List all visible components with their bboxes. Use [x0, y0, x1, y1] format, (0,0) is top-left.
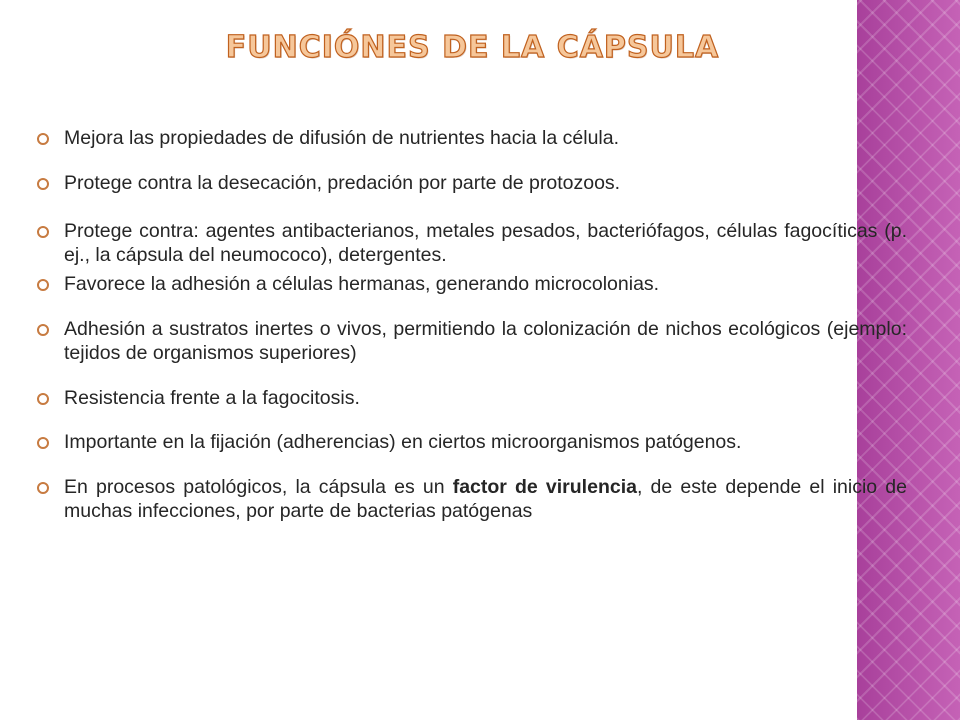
bold-term-virulence: factor de virulencia — [452, 476, 637, 498]
bullet-ring-icon — [37, 482, 49, 494]
bullet-ring-icon — [37, 178, 49, 190]
slide-title: FUNCIÓNES DE LA CÁPSULA — [225, 30, 720, 65]
bullet-ring-icon — [37, 393, 49, 405]
bullet-text: Protege contra: agentes antibacterianos, metales pesados, bacteriófagos, células fagocíticas (p. ej., la cápsula del neumococo), detergentes. — [64, 220, 907, 266]
bullet-item — [34, 126, 907, 150]
bullet-item — [34, 475, 907, 523]
bullet-list — [34, 120, 907, 523]
bullet-text: Adhesión a sustratos inertes o vivos, permitiendo la colonización de nichos ecológicos (ejemplo: tejidos de organismos superiores) — [64, 318, 907, 364]
bullet-item — [34, 430, 907, 454]
bullet-ring-icon — [37, 437, 49, 449]
bullet-ring-icon — [37, 226, 49, 238]
bullet-text: Resistencia frente a la fagocitosis. — [64, 387, 360, 409]
bullet-item — [34, 272, 907, 296]
bullet-item — [34, 386, 907, 410]
bullet-item — [34, 171, 907, 195]
bullet-text: Mejora las propiedades de difusión de nutrientes hacia la célula. — [64, 127, 620, 149]
bullet-text-before: En procesos patológicos, la cápsula es un — [64, 476, 453, 498]
bullet-text: Favorece la adhesión a células hermanas, generando microcolonias. — [64, 273, 660, 295]
bullet-ring-icon — [37, 133, 49, 145]
bullet-text: Protege contra la desecación, predación por parte de protozoos. — [64, 172, 621, 194]
bullet-text: Importante en la fijación (adherencias) en ciertos microorganismos patógenos. — [64, 431, 742, 453]
bullet-text-after: , de este depende el inicio de muchas infecciones, por parte de bacterias patógenas — [64, 476, 907, 522]
bullet-item — [34, 219, 907, 267]
bullet-ring-icon — [37, 279, 49, 291]
bullet-ring-icon — [37, 324, 49, 336]
bullet-item — [34, 317, 907, 365]
